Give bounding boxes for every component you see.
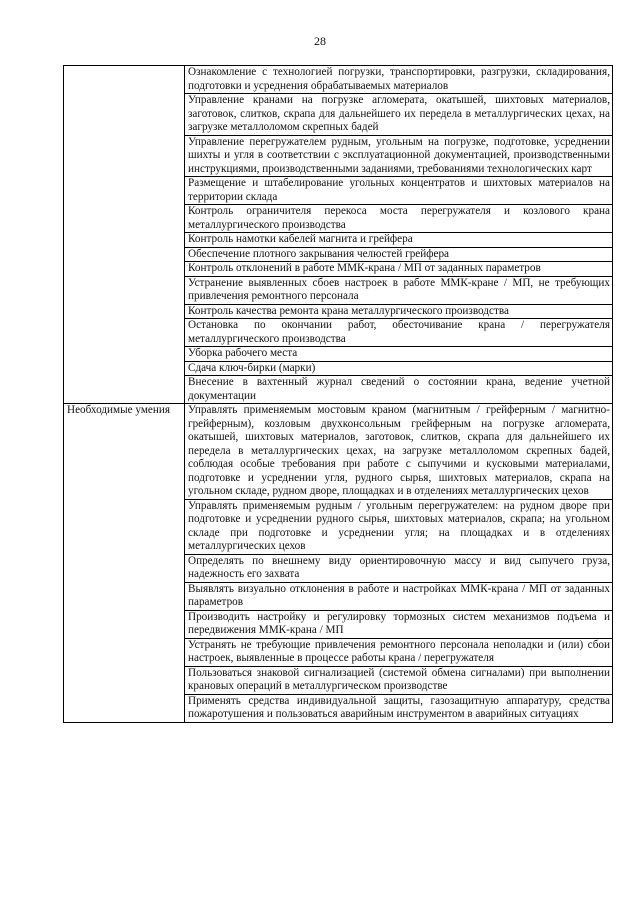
section-item: Размещение и штабелирование угольных концентратов и шихтовых материалов на территории склада — [185, 177, 613, 205]
section-item: Контроль отклонений в работе ММК-крана / МП от заданных параметров — [185, 262, 613, 277]
section-item: Остановка по окончании работ, обесточивание крана / перегружателя металлургического производства — [185, 319, 613, 347]
section-item: Пользоваться знаковой сигнализацией (системой обмена сигналами) при выполнении крановых операций в металлургическом производстве — [185, 666, 613, 694]
competency-table — [63, 65, 613, 723]
page-number: 28 — [314, 34, 326, 48]
section-label: Необходимые умения — [64, 404, 185, 723]
section-item: Устранять не требующие привлечения ремонтного персонала неполадки и (или) сбои настроек, выявленные в процессе работы крана / перегружателя — [185, 638, 613, 666]
section-item: Определять по внешнему виду ориентировочную массу и вид сыпучего груза, надежность его захвата — [185, 554, 613, 582]
table-body — [64, 66, 613, 723]
section-item: Устранение выявленных сбоев настроек в работе ММК-кране / МП, не требующих привлечения ремонтного персонала — [185, 276, 613, 304]
section-item: Контроль намотки кабелей магнита и грейфера — [185, 233, 613, 248]
table-row — [64, 66, 613, 94]
section-item: Внесение в вахтенный журнал сведений о состоянии крана, ведение учетной документации — [185, 376, 613, 404]
section-item: Управление кранами на погрузке агломерата, окатышей, шихтовых материалов, заготовок, слитков, скрапа для дальнейшего их передела в металлургических цехах, на загрузке металлоломом скрепных бадей — [185, 94, 613, 136]
section-label — [64, 66, 185, 404]
section-item: Выявлять визуально отклонения в работе и настройках ММК-крана / МП от заданных параметров — [185, 582, 613, 610]
section-item: Управление перегружателем рудным, угольным на погрузке, подготовке, усреднении шихты и угля в соответствии с эксплуатационной документацией, производственными инструкциями, производственными заданиями, требованиями технологических карт — [185, 135, 613, 177]
section-item: Управлять применяемым рудным / угольным перегружателем: на рудном дворе при подготовке и усреднении рудного сырья, шихтовых материалов, скрапа; на угольном складе при подготовке и усреднении угля; на площадках и в отделениях металлургических цехов — [185, 499, 613, 554]
section-item: Производить настройку и регулировку тормозных систем механизмов подъема и передвижения ММК-крана / МП — [185, 610, 613, 638]
section-item: Уборка рабочего места — [185, 347, 613, 362]
section-item: Ознакомление с технологией погрузки, транспортировки, разгрузки, складирования, подготовки и усреднения обрабатываемых материалов — [185, 66, 613, 94]
section-item: Управлять применяемым мостовым краном (магнитным / грейферным / магнитно-грейферным), козловым двухконсольным грейферным на погрузке агломерата, окатышей, шихтовых материалов, заготовок, слитков, скрапа для дальнейшего их передела в металлургических цехах, на загрузке металлоломом скрепных бадей, соблюдая особые требования при работе с сыпучими и кусковыми материалами, подготовке и усреднении угля, рудного сырья, шихтовых материалов, скрапа на угольном складе, рудном дворе, площадках и в отделениях металлургических цехов — [185, 404, 613, 500]
section-item: Контроль качества ремонта крана металлургического производства — [185, 304, 613, 319]
section-item: Обеспечение плотного закрывания челюстей грейфера — [185, 247, 613, 262]
section-item: Применять средства индивидуальной защиты, газозащитную аппаратуру, средства пожаротушения и пользоваться аварийным инструментом в аварийных ситуациях — [185, 694, 613, 722]
section-item: Сдача ключ-бирки (марки) — [185, 361, 613, 376]
table-row — [64, 404, 613, 500]
section-item: Контроль ограничителя перекоса моста перегружателя и козлового крана металлургического производства — [185, 205, 613, 233]
